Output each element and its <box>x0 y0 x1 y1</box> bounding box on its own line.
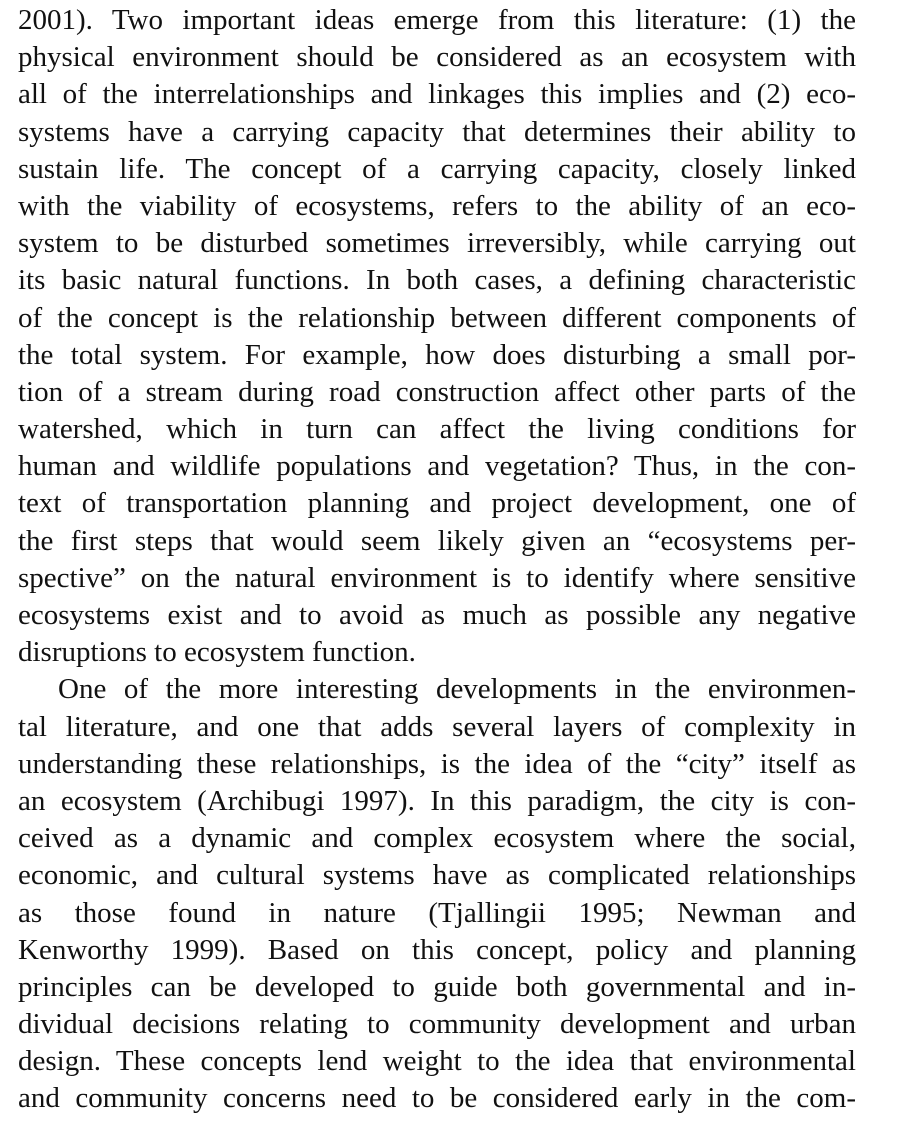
text-line: tion of a stream during road construction affect other parts of the <box>18 375 856 408</box>
text-line: Kenworthy 1999). Based on this concept, policy and planning <box>18 933 856 966</box>
text-line: the first steps that would seem likely given an “ecosystems per- <box>18 524 856 557</box>
text-line: an ecosystem (Archibugi 1997). In this paradigm, the city is con- <box>18 784 856 817</box>
text-line: of the concept is the relationship between different components of <box>18 301 856 334</box>
text-line: the total system. For example, how does disturbing a small por- <box>18 338 856 371</box>
text-line: and community concerns need to be considered early in the com- <box>18 1082 856 1115</box>
text-line: physical environment should be considered as an ecosystem with <box>18 41 856 74</box>
text-line: spective” on the natural environment is to identify where sensitive <box>18 561 856 594</box>
text-line: systems have a carrying capacity that determines their ability to <box>18 115 856 148</box>
paragraph-1 <box>18 2 856 671</box>
text-line: ceived as a dynamic and complex ecosystem where the social, <box>18 822 856 855</box>
text-line: its basic natural functions. In both cases, a defining characteristic <box>18 264 856 297</box>
text-line: One of the more interesting developments in the environmen- <box>58 673 856 706</box>
text-line: human and wildlife populations and vegetation? Thus, in the con- <box>18 450 856 483</box>
text-line: dividual decisions relating to community development and urban <box>18 1008 856 1041</box>
text-line: understanding these relationships, is the idea of the “city” itself as <box>18 747 856 780</box>
text-line: ecosystems exist and to avoid as much as possible any negative <box>18 599 856 631</box>
document-page <box>18 2 856 1118</box>
text-line: tal literature, and one that adds several layers of complexity in <box>18 710 856 743</box>
text-line: 2001). Two important ideas emerge from this literature: (1) the <box>18 4 856 36</box>
text-line: as those found in nature (Tjallingii 1995; Newman and <box>18 896 856 929</box>
text-line: economic, and cultural systems have as complicated relationships <box>18 859 856 892</box>
text-line: system to be disturbed sometimes irreversibly, while carrying out <box>18 227 856 260</box>
text-line: watershed, which in turn can affect the living conditions for <box>18 413 856 446</box>
text-line: design. These concepts lend weight to the idea that environmental <box>18 1045 856 1078</box>
paragraph-2 <box>18 671 856 1117</box>
text-line: with the viability of ecosystems, refers to the ability of an eco- <box>18 189 856 222</box>
text-line: disruptions to ecosystem function. <box>18 636 416 669</box>
text-line: principles can be developed to guide both governmental and in- <box>18 970 856 1003</box>
text-line: sustain life. The concept of a carrying capacity, closely linked <box>18 152 856 185</box>
text-line: all of the interrelationships and linkages this implies and (2) eco- <box>18 78 856 111</box>
text-line: text of transportation planning and project development, one of <box>18 487 856 520</box>
